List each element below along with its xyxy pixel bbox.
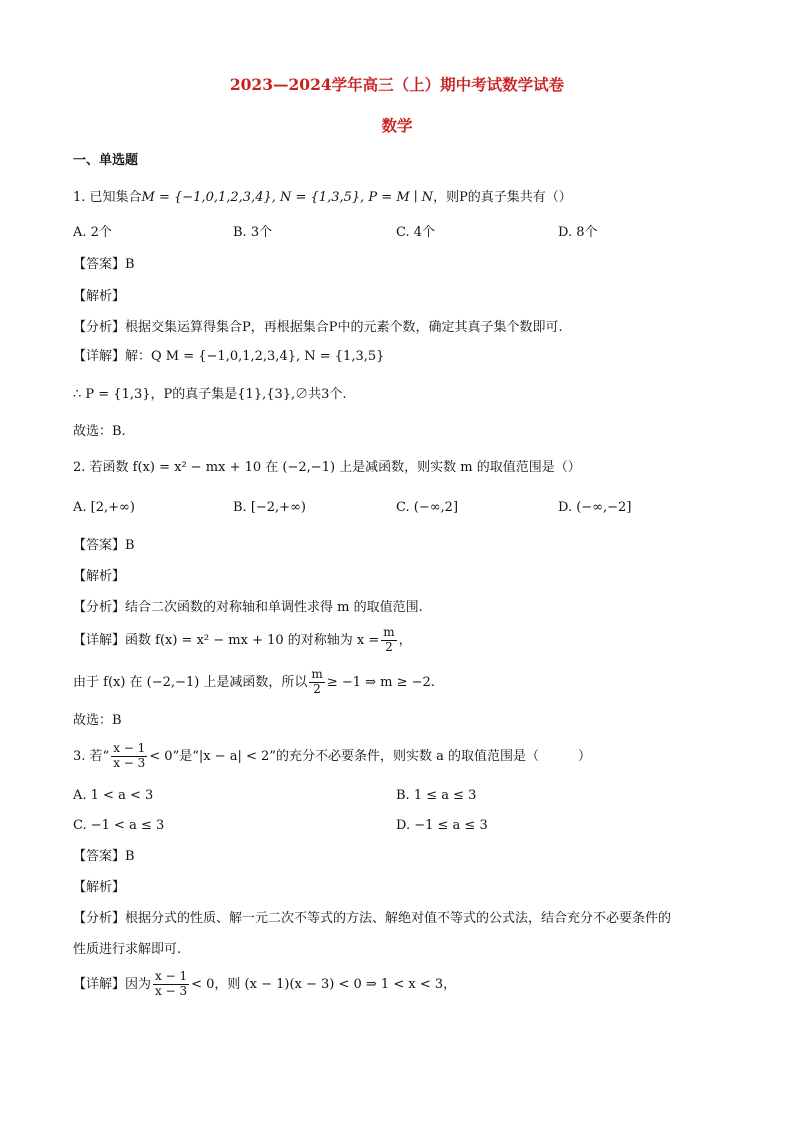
- fraction-denominator: 2: [313, 681, 321, 696]
- q2-answer: 【答案】B: [73, 538, 135, 553]
- q2-stem: 2. 若函数 f(x) = x² − mx + 10 在 (−2,−1) 上是减函数，则实数 m 的取值范围是（）: [73, 460, 581, 475]
- fraction-numerator: m: [311, 667, 323, 681]
- q1-choice: 故选：B.: [73, 424, 126, 439]
- q3-option-c: C. −1 < a ≤ 3: [73, 818, 165, 833]
- fraction-numerator: x − 1: [155, 969, 188, 983]
- q1-analysis-heading: 【解析】: [73, 289, 126, 304]
- section-heading: 一、单选题: [73, 153, 139, 168]
- q2-option-a: A. [2,+∞): [73, 500, 135, 515]
- q3-stem-prefix: 3. 若“: [73, 748, 110, 764]
- q3-stem-suffix: < 0”是“|x − a| < 2”的充分不必要条件，则实数 a 的取值范围是（ ）: [149, 748, 591, 764]
- q3-detail-suffix: < 0，则 (x − 1)(x − 3) < 0 ⇒ 1 < x < 3，: [191, 976, 457, 992]
- q2-option-b: B. [−2,+∞): [233, 500, 306, 515]
- fraction-numerator: x − 1: [113, 741, 146, 755]
- q1-stem-prefix: 1. 已知集合: [73, 190, 142, 205]
- q1-option-d: D. 8个: [558, 225, 598, 240]
- q1-option-a: A. 2个: [73, 225, 112, 240]
- fraction-denominator: 2: [385, 639, 393, 654]
- q3-stem: [73, 742, 591, 771]
- q2-detail-line1: [73, 626, 412, 655]
- q2-detail-line2: [73, 668, 435, 697]
- q2-detail2-suffix: ≥ −1 ⇒ m ≥ −2.: [326, 674, 435, 690]
- fraction-denominator: x − 3: [155, 983, 188, 998]
- q2-option-d: D. (−∞,−2]: [558, 500, 632, 515]
- q3-analysis-heading: 【解析】: [73, 880, 126, 895]
- q2-detail1-text: 【详解】函数 f(x) = x² − mx + 10 的对称轴为 x =: [73, 632, 380, 648]
- q3-stem-fraction: [111, 742, 147, 771]
- q2-detail1-suffix: ，: [398, 632, 412, 648]
- q1-stem-suffix: ，则P的真子集共有（）: [433, 190, 572, 205]
- fraction-denominator: x − 3: [113, 755, 146, 770]
- q1-option-b: B. 3个: [233, 225, 273, 240]
- q1-stem-math: M = {−1,0,1,2,3,4}, N = {1,3,5}, P = M ∣ N: [141, 190, 434, 205]
- q2-detail2-text: 由于 f(x) 在 (−2,−1) 上是减函数，所以: [73, 674, 308, 690]
- fraction-numerator: m: [383, 625, 395, 639]
- q1-stem: [73, 191, 572, 204]
- q1-analysis: 【分析】根据交集运算得集合P，再根据集合P中的元素个数，确定其真子集个数即可.: [73, 320, 563, 335]
- q3-answer: 【答案】B: [73, 849, 135, 864]
- q1-answer: 【答案】B: [73, 257, 135, 272]
- q2-analysis: 【分析】结合二次函数的对称轴和单调性求得 m 的取值范围.: [73, 600, 423, 615]
- q2-detail2-fraction: [309, 668, 324, 697]
- q3-analysis-line1: 【分析】根据分式的性质、解一元二次不等式的方法、解绝对值不等式的公式法，结合充分不必要条件的: [73, 911, 672, 926]
- q1-detail-line2: ∴ P = {1,3}，P的真子集是{1},{3},∅共3个.: [73, 387, 347, 402]
- q3-detail-prefix: 【详解】因为: [73, 976, 152, 992]
- q3-detail-fraction: [153, 970, 189, 999]
- q2-option-c: C. (−∞,2]: [396, 500, 459, 515]
- page-title: 2023—2024学年高三（上）期中考试数学试卷: [229, 75, 565, 94]
- q3-analysis-line2: 性质进行求解即可.: [73, 942, 182, 957]
- page-subtitle: 数学: [381, 116, 413, 135]
- q2-detail1-fraction: [381, 626, 396, 655]
- q2-choice: 故选：B: [73, 713, 122, 728]
- q2-analysis-heading: 【解析】: [73, 569, 126, 584]
- q3-option-b: B. 1 ≤ a ≤ 3: [396, 788, 477, 803]
- q3-option-a: A. 1 < a < 3: [73, 788, 154, 803]
- q3-option-d: D. −1 ≤ a ≤ 3: [396, 818, 488, 833]
- q3-detail: [73, 970, 456, 999]
- q1-option-c: C. 4个: [396, 225, 436, 240]
- q1-detail-line1: 【详解】解：Q M = {−1,0,1,2,3,4}, N = {1,3,5}: [73, 349, 385, 364]
